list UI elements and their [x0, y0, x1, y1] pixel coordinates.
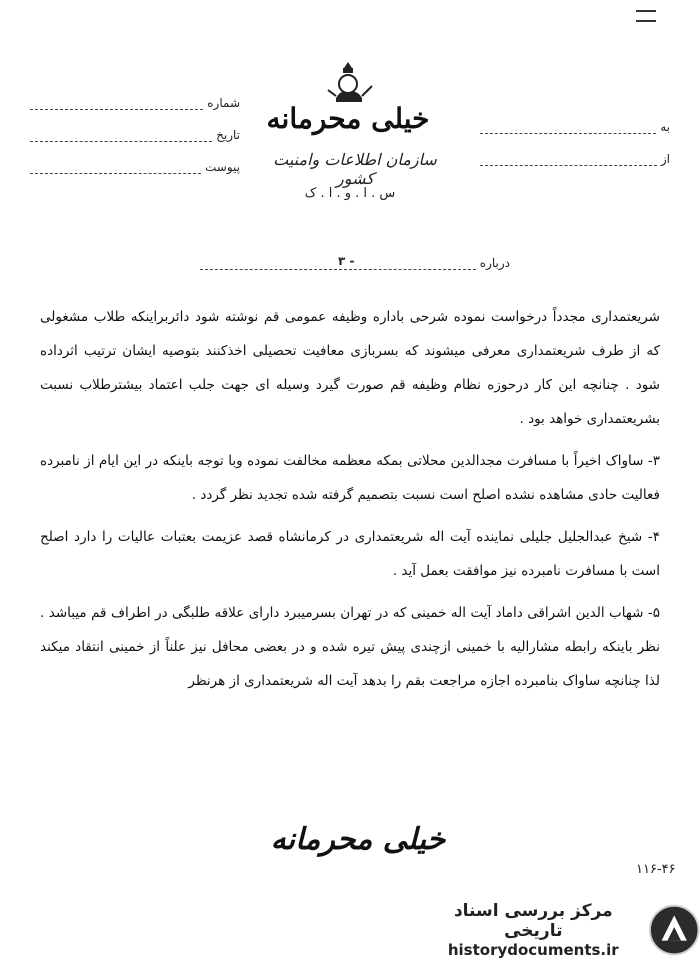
watermark-text — [425, 901, 642, 959]
paragraph-5: ۵- شهاب الدین اشراقی داماد آیت اله خمینی که در تهران بسرمیبرد دارای علاقه طلبگی در اطراف قم میباشد . نظر باینکه رابطه مشارالیه با خمینی ازچندی پیش تیره شده و در بعضی محافل نیز علناً از خمینی انتقاد میکند لذا چنانچه ساواک بنامبرده اجازه مراجعت بقم را بدهد آیت اله شریعتمداری از هرنظر — [40, 605, 660, 689]
classification-stamp: خیلی محرمانه — [266, 102, 430, 135]
paragraph-1: شریعتمداری مجدداً درخواست نموده شرحی باداره وظیفه عمومی قم نوشته شود دائربراینکه طلاب مشغولی که از طرف شریعتمداری معرفی میشوند که بسربازی معافیت تحصیلی اخذکنند بتوصیه ایشان ترتیب اثرداده شود . چنانچه این کار درحوزه نظام وظیفه قم صورت گیرد وسیله ای جهت جلب اعتماد بیشترطلاب نسبت بشریعتمداری خواهد بود . — [40, 309, 660, 427]
archive-logo-icon — [648, 903, 700, 957]
date-field — [30, 128, 240, 142]
from-label: از — [660, 152, 670, 166]
number-label: شماره — [207, 96, 240, 110]
lion-and-sun-emblem-icon — [318, 60, 378, 108]
watermark — [425, 896, 700, 963]
paragraph-4: ۴- شیخ عبدالجلیل جلیلی نماینده آیت اله شریعتمداری در کرمانشاه قصد عزیمت بعتبات عالیات را دارد اصلح است با مسافرت نامبرده نیز موافقت بعمل آید . — [40, 529, 660, 579]
page-reference: ۱۱۶-۴۶ — [636, 862, 676, 877]
about-label: درباره — [479, 256, 510, 270]
number-field — [30, 96, 240, 110]
corner-mark — [636, 10, 656, 22]
date-label: تاریخ — [216, 128, 240, 142]
from-field — [480, 152, 670, 166]
letter-body — [40, 300, 660, 706]
attachment-label: پیوست — [205, 160, 240, 174]
about-value: ۳ - — [338, 254, 355, 268]
to-label: به — [660, 120, 670, 134]
organization-name: سازمان اطلاعات وامنیت کشور — [273, 150, 437, 188]
date-line — [30, 132, 212, 142]
attachment-line — [30, 164, 201, 174]
organization-code: س . ا . و . ا . ک — [304, 186, 396, 201]
attachment-field — [30, 160, 240, 174]
to-field — [480, 120, 670, 134]
to-line — [480, 124, 656, 134]
from-line — [480, 156, 657, 166]
classification-stamp-bottom: خیلی محرمانه — [270, 822, 446, 857]
number-line — [30, 100, 203, 110]
about-field — [200, 256, 510, 270]
watermark-title: مرکز بررسی اسناد تاریخی — [453, 900, 613, 941]
watermark-url: historydocuments.ir — [447, 940, 619, 959]
paragraph-3: ۳- ساواک اخیراً با مسافرت مجدالدین محلاتی بمکه معظمه مخالفت نموده وبا توجه باینکه در این ایام از نامبرده فعالیت حادی مشاهده نشده اصلح است نسبت بتصمیم گرفته شده تجدید نظر گردد . — [40, 453, 660, 503]
